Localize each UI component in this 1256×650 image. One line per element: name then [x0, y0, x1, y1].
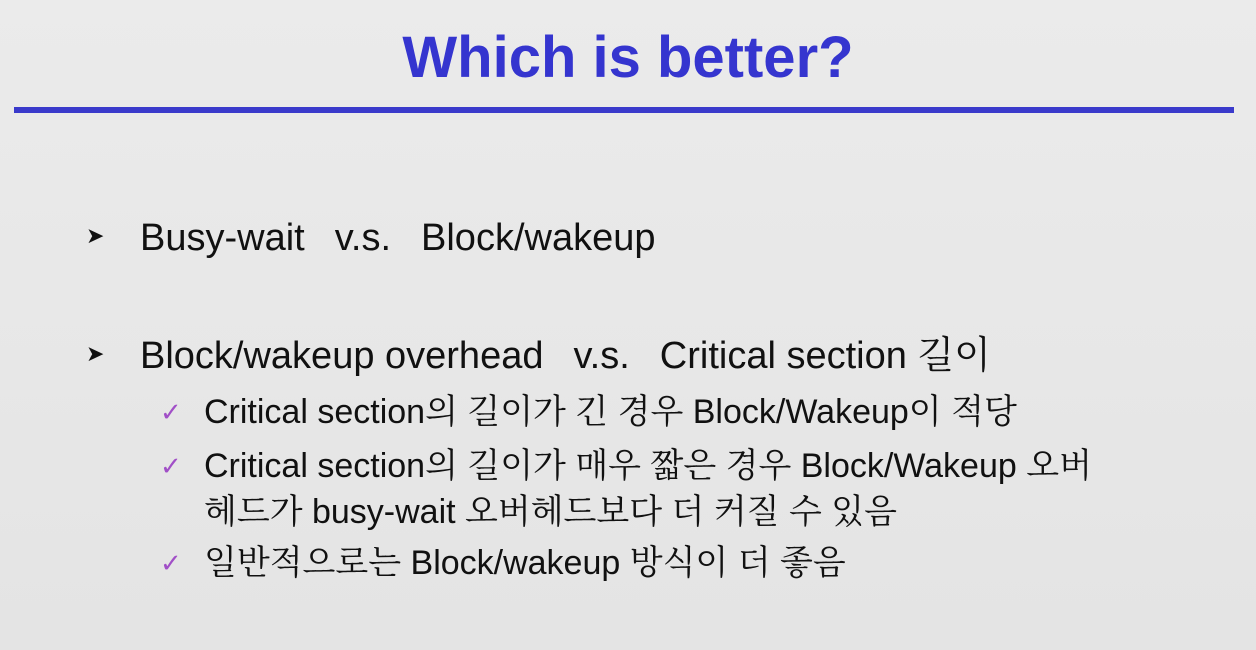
- arrow-bullet-icon: ➤: [86, 222, 105, 248]
- checkmark-icon: ✓: [160, 397, 182, 427]
- checkmark-icon: ✓: [160, 548, 182, 578]
- bullet-part: v.s.: [334, 217, 392, 259]
- subbullet-short-critical-section: [160, 443, 1092, 535]
- subbullet-text-line2: 헤드가 busy-wait 오버헤드보다 더 커질 수 있음: [204, 493, 897, 531]
- subbullet-text: Critical section의 길이가 긴 경우 Block/Wakeup이 적당: [204, 393, 1017, 431]
- bullet-busy-wait-vs-block: [86, 216, 655, 262]
- bullet-part: v.s.: [573, 335, 630, 377]
- checkmark-icon: ✓: [160, 451, 182, 481]
- bullet-overhead-vs-critical-section: [86, 334, 991, 380]
- slide-title: Which is better?: [402, 25, 854, 90]
- subbullet-text-line1: Critical section의 길이가 매우 짧은 경우 Block/Wakeup 오버: [204, 447, 1092, 485]
- bullet-part: Critical section 길이: [659, 335, 991, 377]
- bullet-part: Block/wakeup overhead: [140, 335, 544, 377]
- bullet-part: Block/wakeup: [421, 217, 656, 259]
- title-divider: [14, 107, 1234, 113]
- subbullet-text: 일반적으로는 Block/wakeup 방식이 더 좋음: [204, 544, 846, 582]
- subbullet-long-critical-section: [160, 389, 1017, 435]
- bullet-part: Busy-wait: [140, 217, 305, 259]
- subbullet-generally-block-better: [160, 540, 846, 586]
- arrow-bullet-icon: ➤: [86, 340, 105, 366]
